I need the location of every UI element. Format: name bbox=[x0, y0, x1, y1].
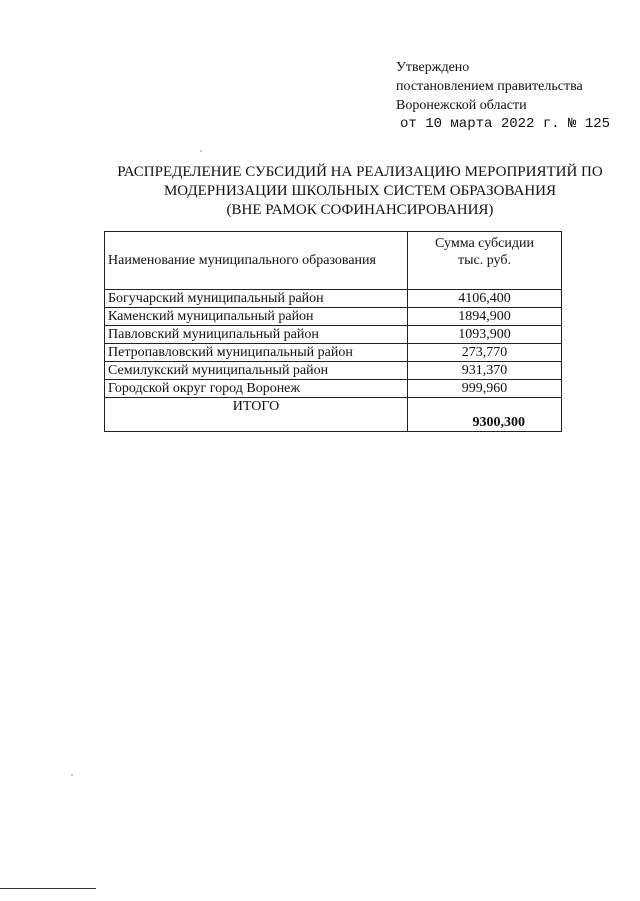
table-row bbox=[105, 344, 562, 362]
approval-line-date-number: от 10 марта 2022 г. № 125 bbox=[400, 116, 611, 132]
title-line-1: РАСПРЕДЕЛЕНИЕ СУБСИДИЙ НА РЕАЛИЗАЦИЮ МЕРОПРИЯТИЙ ПО bbox=[117, 164, 603, 180]
subsidy-table bbox=[104, 231, 562, 432]
table-row bbox=[105, 362, 562, 380]
scan-speck bbox=[200, 150, 202, 152]
row-amount: 1093,900 bbox=[408, 326, 562, 344]
footer-line bbox=[0, 888, 96, 889]
header-municipality: Наименование муниципального образования bbox=[105, 232, 408, 290]
table-header-row bbox=[105, 232, 562, 290]
header-amount-line-2: тыс. руб. bbox=[458, 253, 511, 268]
scan-speck bbox=[71, 774, 73, 776]
row-amount: 1894,900 bbox=[408, 308, 562, 326]
row-amount: 4106,400 bbox=[408, 290, 562, 308]
title-line-2: МОДЕРНИЗАЦИИ ШКОЛЬНЫХ СИСТЕМ ОБРАЗОВАНИЯ bbox=[163, 183, 557, 199]
row-municipality: Семилукский муниципальный район bbox=[105, 362, 408, 380]
header-amount bbox=[408, 232, 562, 290]
table-row bbox=[105, 326, 562, 344]
approval-block bbox=[396, 58, 610, 134]
row-amount: 273,770 bbox=[408, 344, 562, 362]
row-municipality: Городской округ город Воронеж bbox=[105, 380, 408, 398]
approval-line-approved: Утверждено bbox=[396, 60, 470, 75]
total-label: ИТОГО bbox=[105, 398, 408, 432]
table-total-row bbox=[105, 398, 562, 432]
row-municipality: Петропавловский муниципальный район bbox=[105, 344, 408, 362]
row-municipality: Богучарский муниципальный район bbox=[105, 290, 408, 308]
total-amount: 9300,300 bbox=[408, 398, 562, 432]
approval-line-resolution: постановлением правительства bbox=[396, 79, 583, 94]
row-municipality: Павловский муниципальный район bbox=[105, 326, 408, 344]
table-row bbox=[105, 380, 562, 398]
approval-line-region: Воронежской области bbox=[396, 98, 527, 113]
title-line-3: (ВНЕ РАМОК СОФИНАНСИРОВАНИЯ) bbox=[226, 202, 494, 218]
table-row bbox=[105, 308, 562, 326]
row-amount: 999,960 bbox=[408, 380, 562, 398]
header-amount-line-1: Сумма субсидии bbox=[435, 236, 534, 251]
row-municipality: Каменский муниципальный район bbox=[105, 308, 408, 326]
row-amount: 931,370 bbox=[408, 362, 562, 380]
table-row bbox=[105, 290, 562, 308]
document-title bbox=[100, 163, 620, 220]
